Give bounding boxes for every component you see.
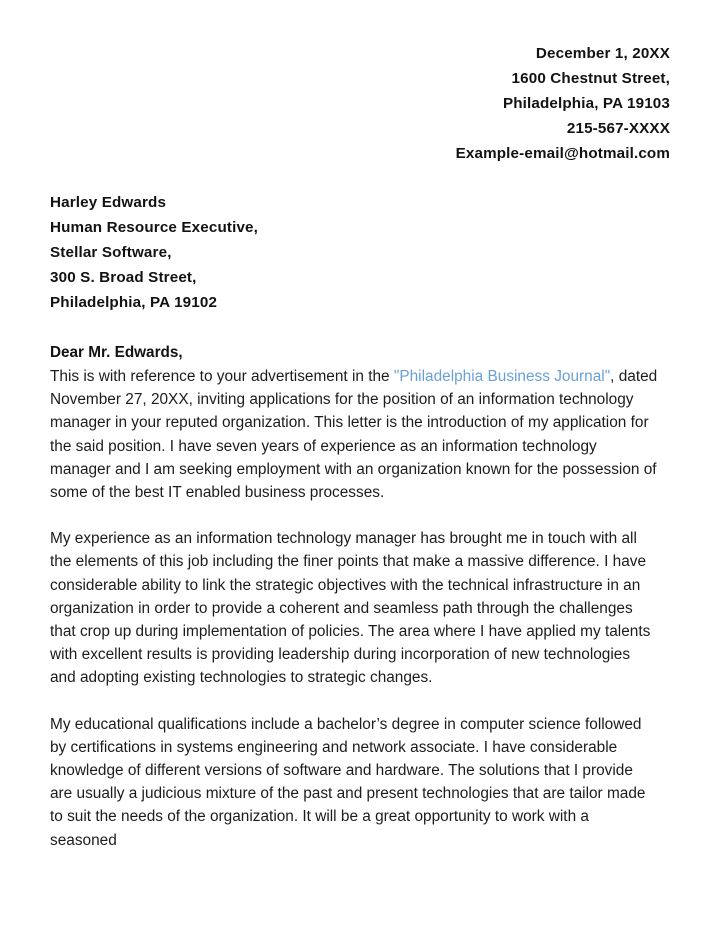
body-paragraph-1 <box>50 365 658 504</box>
sender-street: 1600 Chestnut Street, <box>511 70 670 87</box>
body-paragraph-2: My experience as an information technology manager has brought me in touch with all the elements of this job including the finer points that make a massive difference. I have considerable ability to link the strategic objectives with the technical infrastructure in an organization in order to provide a coherent and seamless path through the challenges that crop up during implementation of policies. The area where I have applied my talents with excellent results is providing leadership during incorporation of new technologies and adopting existing technologies to strategic changes. <box>50 530 651 687</box>
paragraph-1-remainder-text: , dated November 27, 20XX, inviting applications for the position of an information technology manager in your reputed organization. This letter is the introduction of my application for the said position. I have seven years of experience as an information technology manager and I am seeking employment with an organization known for the possession of some of the best IT enabled business processes. <box>50 368 658 502</box>
salutation: Dear Mr. Edwards, <box>50 344 183 361</box>
recipient-name: Harley Edwards <box>50 194 167 211</box>
recipient-address-block <box>50 190 670 315</box>
sender-address-block <box>50 0 670 166</box>
paragraph-1-intro-text: This is with reference to your advertisement in the <box>50 368 394 385</box>
sender-phone: 215-567-XXXX <box>566 120 670 137</box>
recipient-street: 300 S. Broad Street, <box>50 269 197 286</box>
sender-email: Example-email@hotmail.com <box>455 145 670 162</box>
sender-city-state-zip: Philadelphia, PA 19103 <box>502 95 670 112</box>
recipient-title: Human Resource Executive, <box>50 219 259 236</box>
recipient-city-state-zip: Philadelphia, PA 19102 <box>50 294 218 311</box>
sender-date: December 1, 20XX <box>535 45 670 62</box>
publication-link[interactable]: "Philadelphia Business Journal" <box>393 368 611 385</box>
body-paragraph-3: My educational qualifications include a bachelor’s degree in computer science followed by certifications in systems engineering and network associate. I have considerable knowledge of different versions of software and hardware. The solutions that I provide are usually a judicious mixture of the past and present technologies that are tailor made to suit the needs of the organization. It will be a great opportunity to work with a seasoned <box>50 715 646 849</box>
recipient-company: Stellar Software, <box>50 244 172 261</box>
letter-body <box>50 341 670 852</box>
